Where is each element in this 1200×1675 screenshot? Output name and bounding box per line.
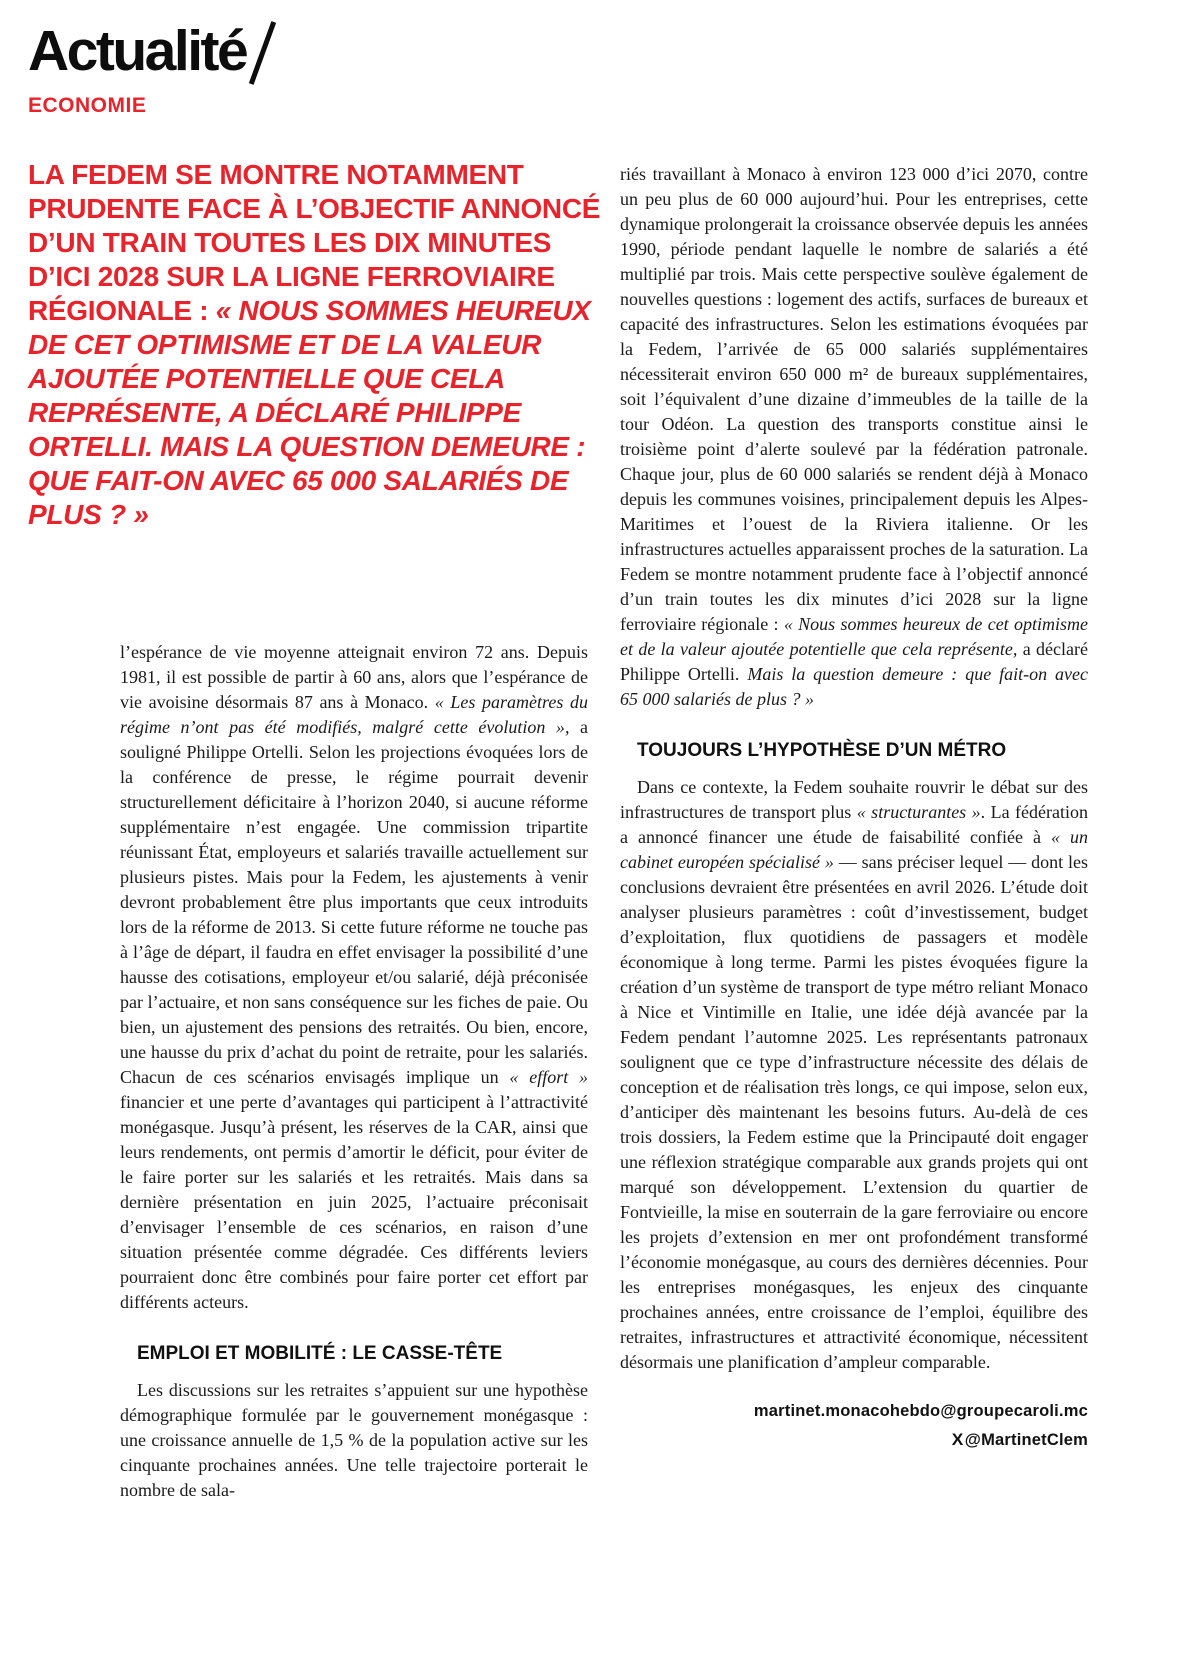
headline-lead: LA FEDEM SE MONTRE NOTAMMENT PRUDENTE FACE À L’OBJECTIF ANNONCÉ D’UN TRAIN TOUTES LES DIX MINUTES D’ICI 2028 SUR LA LIGNE FERROVIAIRE RÉGIONALE :: [28, 159, 601, 326]
article-paragraph-discussions: Les discussions sur les retraites s’appuient sur une hypothèse démographique formulée par le gouvernement monégasque : une croissance annuelle de 1,5 % de la population active sur les cinquante prochaines années. Une telle trajectoire porterait le nombre de sala-: [120, 1380, 588, 1500]
author-social-line: [620, 1426, 1088, 1455]
headline-quote: « NOUS SOMMES HEUREUX DE CET OPTIMISME ET DE LA VALEUR AJOUTÉE POTENTIELLE QUE CELA REPRÉSENTE, A DÉCLARÉ PHILIPPE ORTELLI. MAIS LA QUESTION DEMEURE : QUE FAIT-ON AVEC 65 000 SALARIÉS DE PLUS ? »: [28, 295, 591, 530]
article-paragraph-salaries: riés travaillant à Monaco à environ 123 000 d’ici 2070, contre un peu plus de 60 000 aujourd’hui. Pour les entreprises, cette dynamique prolongerait la croissance observée depuis les années 1990, période pendant laquelle le nombre de salariés a été multiplié par trois. Mais cette perspective soulève également de nouvelles questions : logement des actifs, surfaces de bureaux et capacité des infrastructures. Selon les estimations évoquées par la Fedem, l’arrivée de 65 000 salariés supplémentaires nécessiterait environ 650 000 m² de bureaux supplémentaires, soit l’équivalent d’une dizaine d’immeubles de la taille de la tour Odéon. La question des transports constitue ainsi le troisième point d’alerte soulevé par la fédération patronale. Chaque jour, plus de 60 000 salariés se rendent déjà à Monaco depuis les communes voisines, principalement depuis les Alpes-Maritimes et l’ouest de la Riviera italienne. Or les infrastructures actuelles apparaissent proches de la saturation. La Fedem se montre notamment prudente face à l’objectif annoncé d’un train toutes les dix minutes d’ici 2028 sur la ligne ferroviaire régionale : « Nous sommes heureux de cet optimisme et de la valeur ajoutée potentielle que cela représente, a déclaré Philippe Ortelli. Mais la question demeure : que fait-on avec 65 000 salariés de plus ? »: [620, 164, 1088, 709]
left-column: [120, 640, 588, 1503]
author-email: martinet.monacohebdo@groupecaroli.mc: [753, 1402, 1088, 1420]
x-logo-icon: X: [951, 1431, 964, 1449]
subhead-hypothese-metro: TOUJOURS L’HYPOTHÈSE D’UN MÉTRO: [637, 740, 1007, 761]
section-label: ECONOMIE: [28, 94, 147, 117]
article-paragraph-retraites: l’espérance de vie moyenne atteignait environ 72 ans. Depuis 1981, il est possible de partir à 60 ans, alors que l’espérance de vie avoisine désormais 87 ans à Monaco. « Les paramètres du régime n’ont pas été modifiés, malgré cette évolution », a souligné Philippe Ortelli. Selon les projections évoquées lors de la conférence de presse, le régime pourrait devenir structurellement déficitaire à l’horizon 2040, si aucune réforme supplémentaire n’est engagée. Une commission tripartite réunissant État, employeurs et salariés travaille actuellement sur plusieurs pistes. Mais pour la Fedem, les ajustements à venir devront probablement être plus importants que ceux introduits lors de la réforme de 2013. Si cette future réforme ne touche pas à l’âge de départ, il faudra en effet envisager la possibilité d’une hausse des cotisations, employeur et/ou salarié, déjà préconisée par l’actuaire, et non sans conséquence sur les fiches de paie. Ou bien, un ajustement des pensions des retraités. Ou bien, encore, une hausse du prix d’achat du point de retraite, pour les salariés. Chacun de ces scénarios envisagés implique un « effort » financier et une perte d’avantages qui participent à l’attractivité monégasque. Jusqu’à présent, les réserves de la CAR, ainsi que leurs rendements, ont permis d’amortir le déficit, pour éviter de le faire porter sur les salariés et les retraités. Mais dans sa dernière présentation en juin 2025, l’actuaire préconisait d’envisager l’ensemble de ces scénarios, en raison d’une situation présentée comme dégradée. Ces différents leviers pourraient donc être combinés pour faire porter cet effort par différents acteurs.: [120, 642, 588, 1312]
masthead-slash-icon: [246, 20, 276, 86]
brand-row: [28, 20, 276, 86]
byline: [620, 1397, 1088, 1455]
brand-logo: Actualité: [28, 19, 247, 83]
masthead: [28, 20, 276, 118]
subhead-emploi-mobilite: EMPLOI ET MOBILITÉ : LE CASSE-TÊTE: [137, 1343, 503, 1364]
author-social-handle: @MartinetClem: [964, 1431, 1088, 1449]
article-paragraph-metro: Dans ce contexte, la Fedem souhaite rouvrir le débat sur des infrastructures de transport plus « structurantes ». La fédération a annoncé financer une étude de faisabilité confiée à « un cabinet européen spécialisé » — sans préciser lequel — dont les conclusions devraient être présentées en avril 2026. L’étude doit analyser plusieurs paramètres : coût d’investissement, budget d’exploitation, flux quotidiens de passagers et modèle économique à long terme. Parmi les pistes évoquées figure la création d’un système de transport de type métro reliant Monaco à Nice et Vintimille en Italie, une idée déjà avancée par la Fedem pendant l’automne 2025. Les représentants patronaux soulignent que ce type d’infrastructure nécessite des délais de conception et de réalisation très longs, ce qui impose, selon eux, d’anticiper dès maintenant les besoins futurs. Au-delà de ces trois dossiers, la Fedem estime que la Principauté doit engager une réflexion stratégique comparable aux grands projets qui ont marqué son développement. L’extension du quartier de Fontvieille, la mise en souterrain de la gare ferroviaire ou encore les projets d’extension en mer ont profondément transformé l’économie monégasque, au cours des dernières décennies. Pour les entreprises monégasques, les enjeux des cinquante prochaines années, entre croissance de l’emploi, équilibre des retraites, infrastructures et attractivité économique, nécessitent désormais une planification d’ampleur comparable.: [620, 777, 1089, 1372]
article-headline: [28, 158, 606, 532]
right-column: [620, 162, 1088, 1455]
